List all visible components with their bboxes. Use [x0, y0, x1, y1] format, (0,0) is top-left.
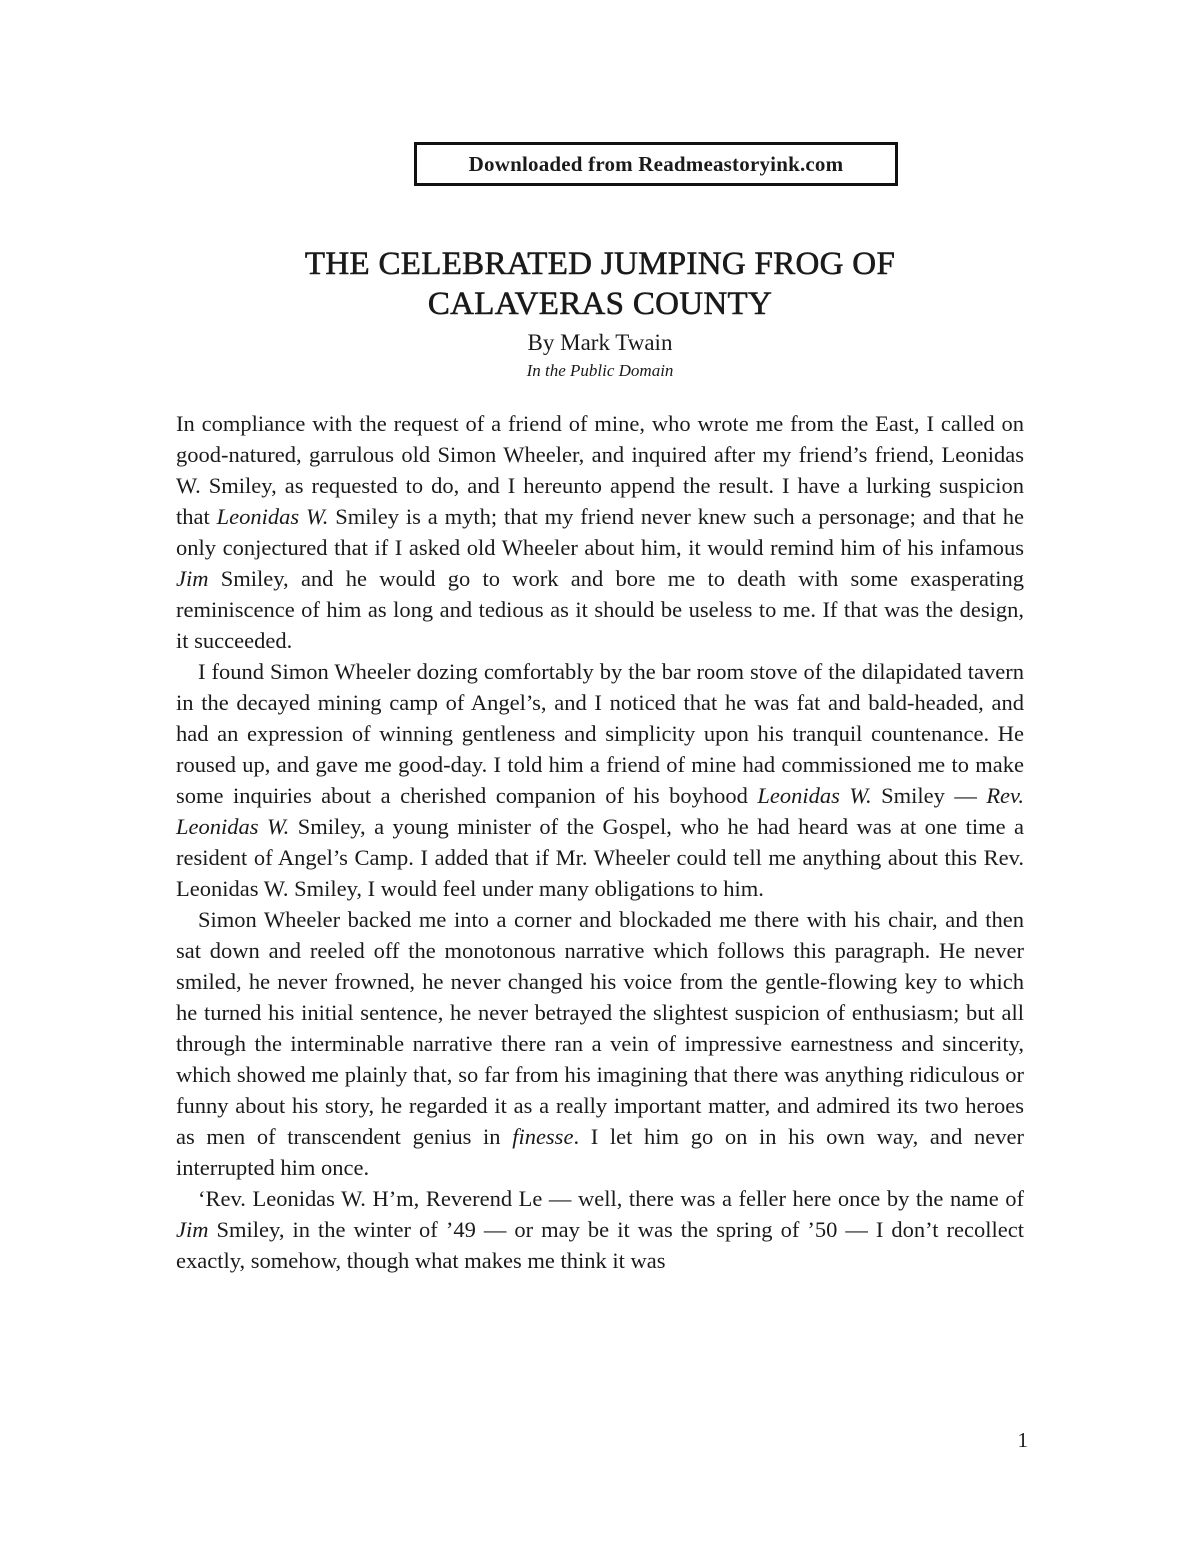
banner-text: Downloaded from Readmeastoryink.com — [468, 151, 844, 176]
title-block — [0, 244, 1200, 384]
paragraph — [176, 656, 1024, 904]
italic-text: Rev. Leonidas W. — [176, 783, 1024, 839]
text-segment: Smiley — — [871, 783, 987, 808]
paragraph — [176, 408, 1024, 656]
download-source-banner — [414, 142, 898, 186]
text-segment: Smiley, a young minister of the Gospel, who he had heard was at one time a resident of Angel’s Camp. I added that if Mr. Wheeler could tell me anything about this Rev. Leonidas W. Smiley, I would feel under many obligations to him. — [176, 814, 1025, 901]
text-segment: Smiley is a myth; that my friend never knew such a personage; and that he only conjectured that if I asked old Wheeler about him, it would remind him of his infamous — [176, 504, 1024, 560]
paragraph — [176, 904, 1024, 1183]
text-segment: Smiley, and he would go to work and bore me to death with some exasperating reminiscence of him as long and tedious as it should be useless to me. If that was the design, it succeeded. — [176, 566, 1024, 653]
italic-text: Jim — [176, 1217, 209, 1242]
italic-text: Leonidas W. — [757, 783, 872, 808]
text-segment: Simon Wheeler backed me into a corner and blockaded me there with his chair, and then sat down and reeled off the monotonous narrative which follows this paragraph. He never smiled, he never frowned, he never changed his voice from the gentle-flowing key to which he turned his initial sentence, he never betrayed the slightest suspicion of enthusiasm; but all through the interminable narrative there ran a vein of impressive earnestness and sincerity, which showed me plainly that, so far from his imagining that there was anything ridiculous or funny about his story, he regarded it as a really important matter, and admired its two heroes as men of transcendent genius in — [176, 907, 1024, 1149]
text-segment: ‘Rev. Leonidas W. H’m, Reverend Le — well, there was a feller here once by the name of — [198, 1186, 1024, 1211]
title-line-2: CALAVERAS COUNTY — [427, 286, 773, 322]
story-body — [176, 408, 1024, 1276]
page-number: 1 — [1017, 1428, 1028, 1452]
story-title — [0, 244, 1200, 324]
paragraph — [176, 1183, 1024, 1276]
italic-text: Leonidas W. — [216, 504, 329, 529]
title-line-1: THE CELEBRATED JUMPING FROG OF — [304, 246, 896, 282]
italic-text: Jim — [176, 566, 209, 591]
text-segment: In compliance with the request of a friend of mine, who wrote me from the East, I called on good-natured, garrulous old Simon Wheeler, and inquired after my friend’s friend, Leonidas W. Smiley, as requested to do, and I hereunto append the result. I have a lurking suspicion that — [176, 411, 1024, 529]
author-byline: By Mark Twain — [527, 330, 673, 355]
italic-text: finesse — [512, 1124, 574, 1149]
text-segment: I found Simon Wheeler dozing comfortably by the bar room stove of the dilapidated tavern in the decayed mining camp of Angel’s, and I noticed that he was fat and bald-headed, and had an expression of winning gentleness and simplicity upon his tranquil countenance. He roused up, and gave me good-day. I told him a friend of mine had commissioned me to make some inquiries about a cherished companion of his boyhood — [176, 659, 1024, 808]
text-segment: Smiley, in the winter of ’49 — or may be it was the spring of ’50 — I don’t recollect exactly, somehow, though what makes me think it was — [176, 1217, 1024, 1273]
text-segment: . I let him go on in his own way, and never interrupted him once. — [176, 1124, 1025, 1180]
rights-notice: In the Public Domain — [526, 361, 674, 380]
